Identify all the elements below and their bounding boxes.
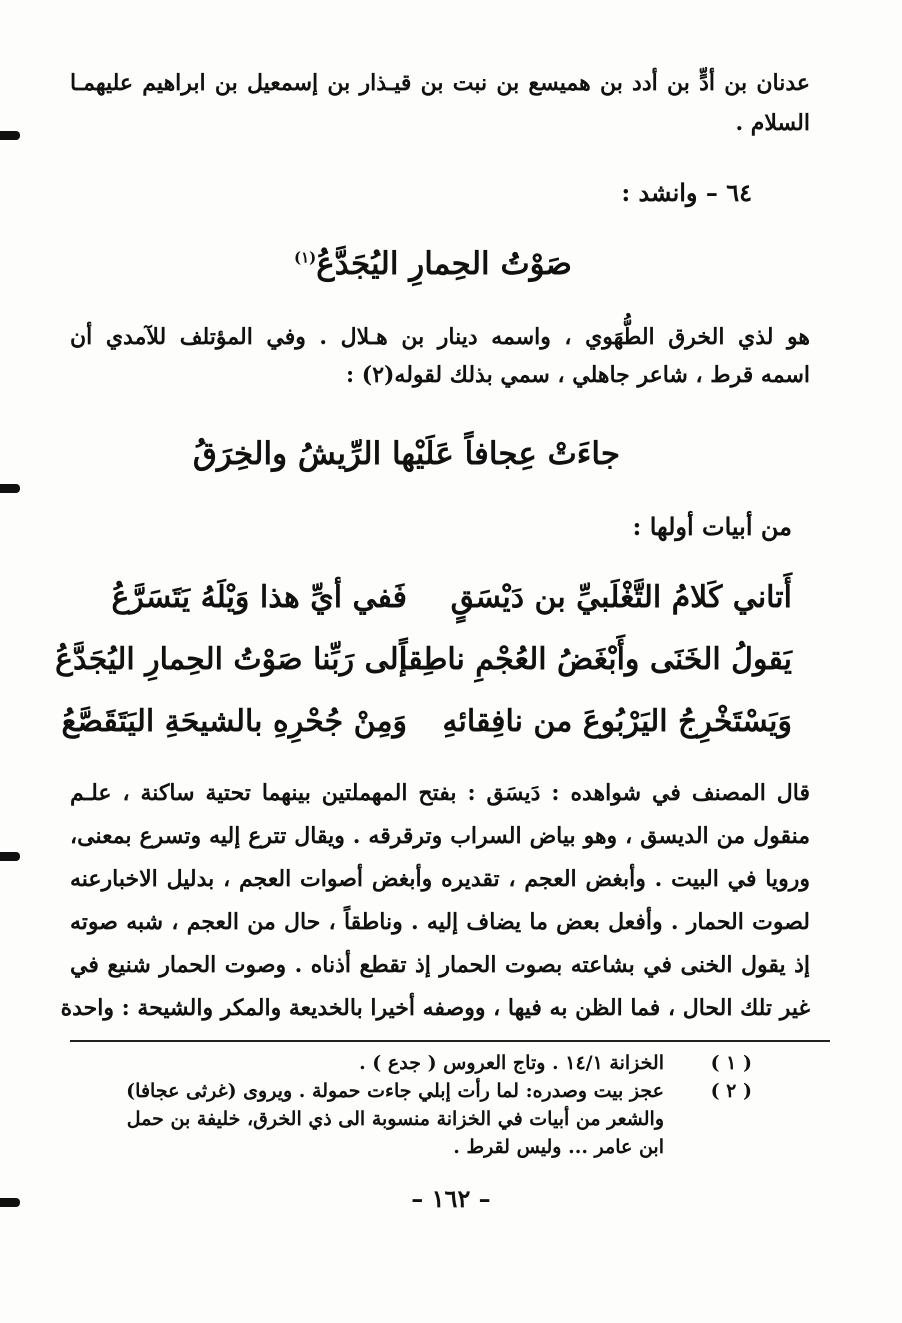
footnote-text: والشعر من أبيات في الخزانة منسوبة الى ذي الخرق، خليفة بن حمل [126,1108,664,1130]
section-heading: ٦٤ – وانشد : [621,178,752,207]
verse-second-hemistich: وَمِنْ جُحْرِهِ بالشيحَةِ اليَتَقَصَّعُ [61,704,407,739]
verse-second-hemistich: إلى رَبِّنا صَوْتُ الحِمارِ اليُجَدَّعُ [55,642,407,677]
quoted-verse: جاءَتْ عِجافاً عَلَيْها الرِّيشُ والخِرَقُ [192,436,620,472]
title-phrase-block [294,246,572,282]
intro-line: عدنان بن أدٍّ بن أدد بن هميسع بن نبت بن قيـذار بن إسمعيل بن ابراهيم عليهمـا [70,70,810,96]
attribution-line: هو لذي الخرق الطُّهَوي ، واسمه دينار بن هـلال . وفي المؤتلف للآمدي أن [70,324,810,350]
binding-mark [0,131,20,140]
commentary-line: منقول من الديسق ، وهو بياض السراب وترقرقه . ويقال تترع إليه وتسرع بمعنى، [70,823,810,849]
attribution-line: اسمه قرط ، شاعر جاهلي ، سمي بذلك لقوله(٢) : [345,362,810,388]
intro-line: السلام . [735,110,810,136]
commentary-line: لصوت الحمار . وأفعل بعض ما يضاف إليه . وناطقاً ، حال من العجم ، شبه صوته [70,909,810,935]
commentary-line: قال المصنف في شواهده : دَيسَق : بفتح المهملتين بينهما تحتية ساكنة ، علـم [70,780,810,806]
footnote-text: الخزانة ١٤/١ . وتاج العروس ( جدع ) . [359,1052,664,1074]
verse-second-hemistich: فَفي أيِّ هذا وَيْلَهُ يَتَسَرَّعُ [111,580,407,615]
commentary-line: ورويا في البيت . وأبغض العجم ، تقديره وأبغض أصوات العجم ، بدليل الاخبارعنه [70,866,810,892]
verse-first-hemistich: وَيَسْتَخْرِجُ اليَرْبُوعَ من نافِقائهِ [442,704,792,739]
title-footnote-ref: (١) [294,248,317,267]
footnote-text: ابن عامر ... وليس لقرط . [453,1136,664,1158]
verses-intro: من أبيات أولها : [632,512,792,541]
commentary-line: غير تلك الحال ، فما الظن به فيها ، ووصفه أخيرا بالخديعة والمكر والشيحة : واحدة [60,995,810,1021]
commentary-line: إذ يقول الخنى في بشاعته بصوت الحمار إذ تقطع أذناه . وصوت الحمار شنيع في [70,952,810,978]
footnote-text: عجز بيت وصدره: لما رأت إبلي جاءت حمولة . ويروى (غرثى عجافا) [126,1080,664,1102]
footnote-separator [70,1040,830,1042]
binding-mark [0,484,20,493]
title-phrase: صَوْتُ الحِمارِ اليُجَدَّعُ [316,246,572,282]
footnote-number: ( ٢ ) [710,1080,752,1102]
binding-mark [0,852,20,861]
footnote-number: ( ١ ) [710,1052,752,1074]
verse-first-hemistich: أَتاني كَلامُ التَّغْلَبيِّ بن دَيْسَقٍ [450,580,792,615]
page-number: – ١٦٢ – [411,1184,491,1213]
verse-first-hemistich: يَقولُ الخَنَى وأَبْغَضُ العُجْمِ ناطِقاً [399,642,792,677]
